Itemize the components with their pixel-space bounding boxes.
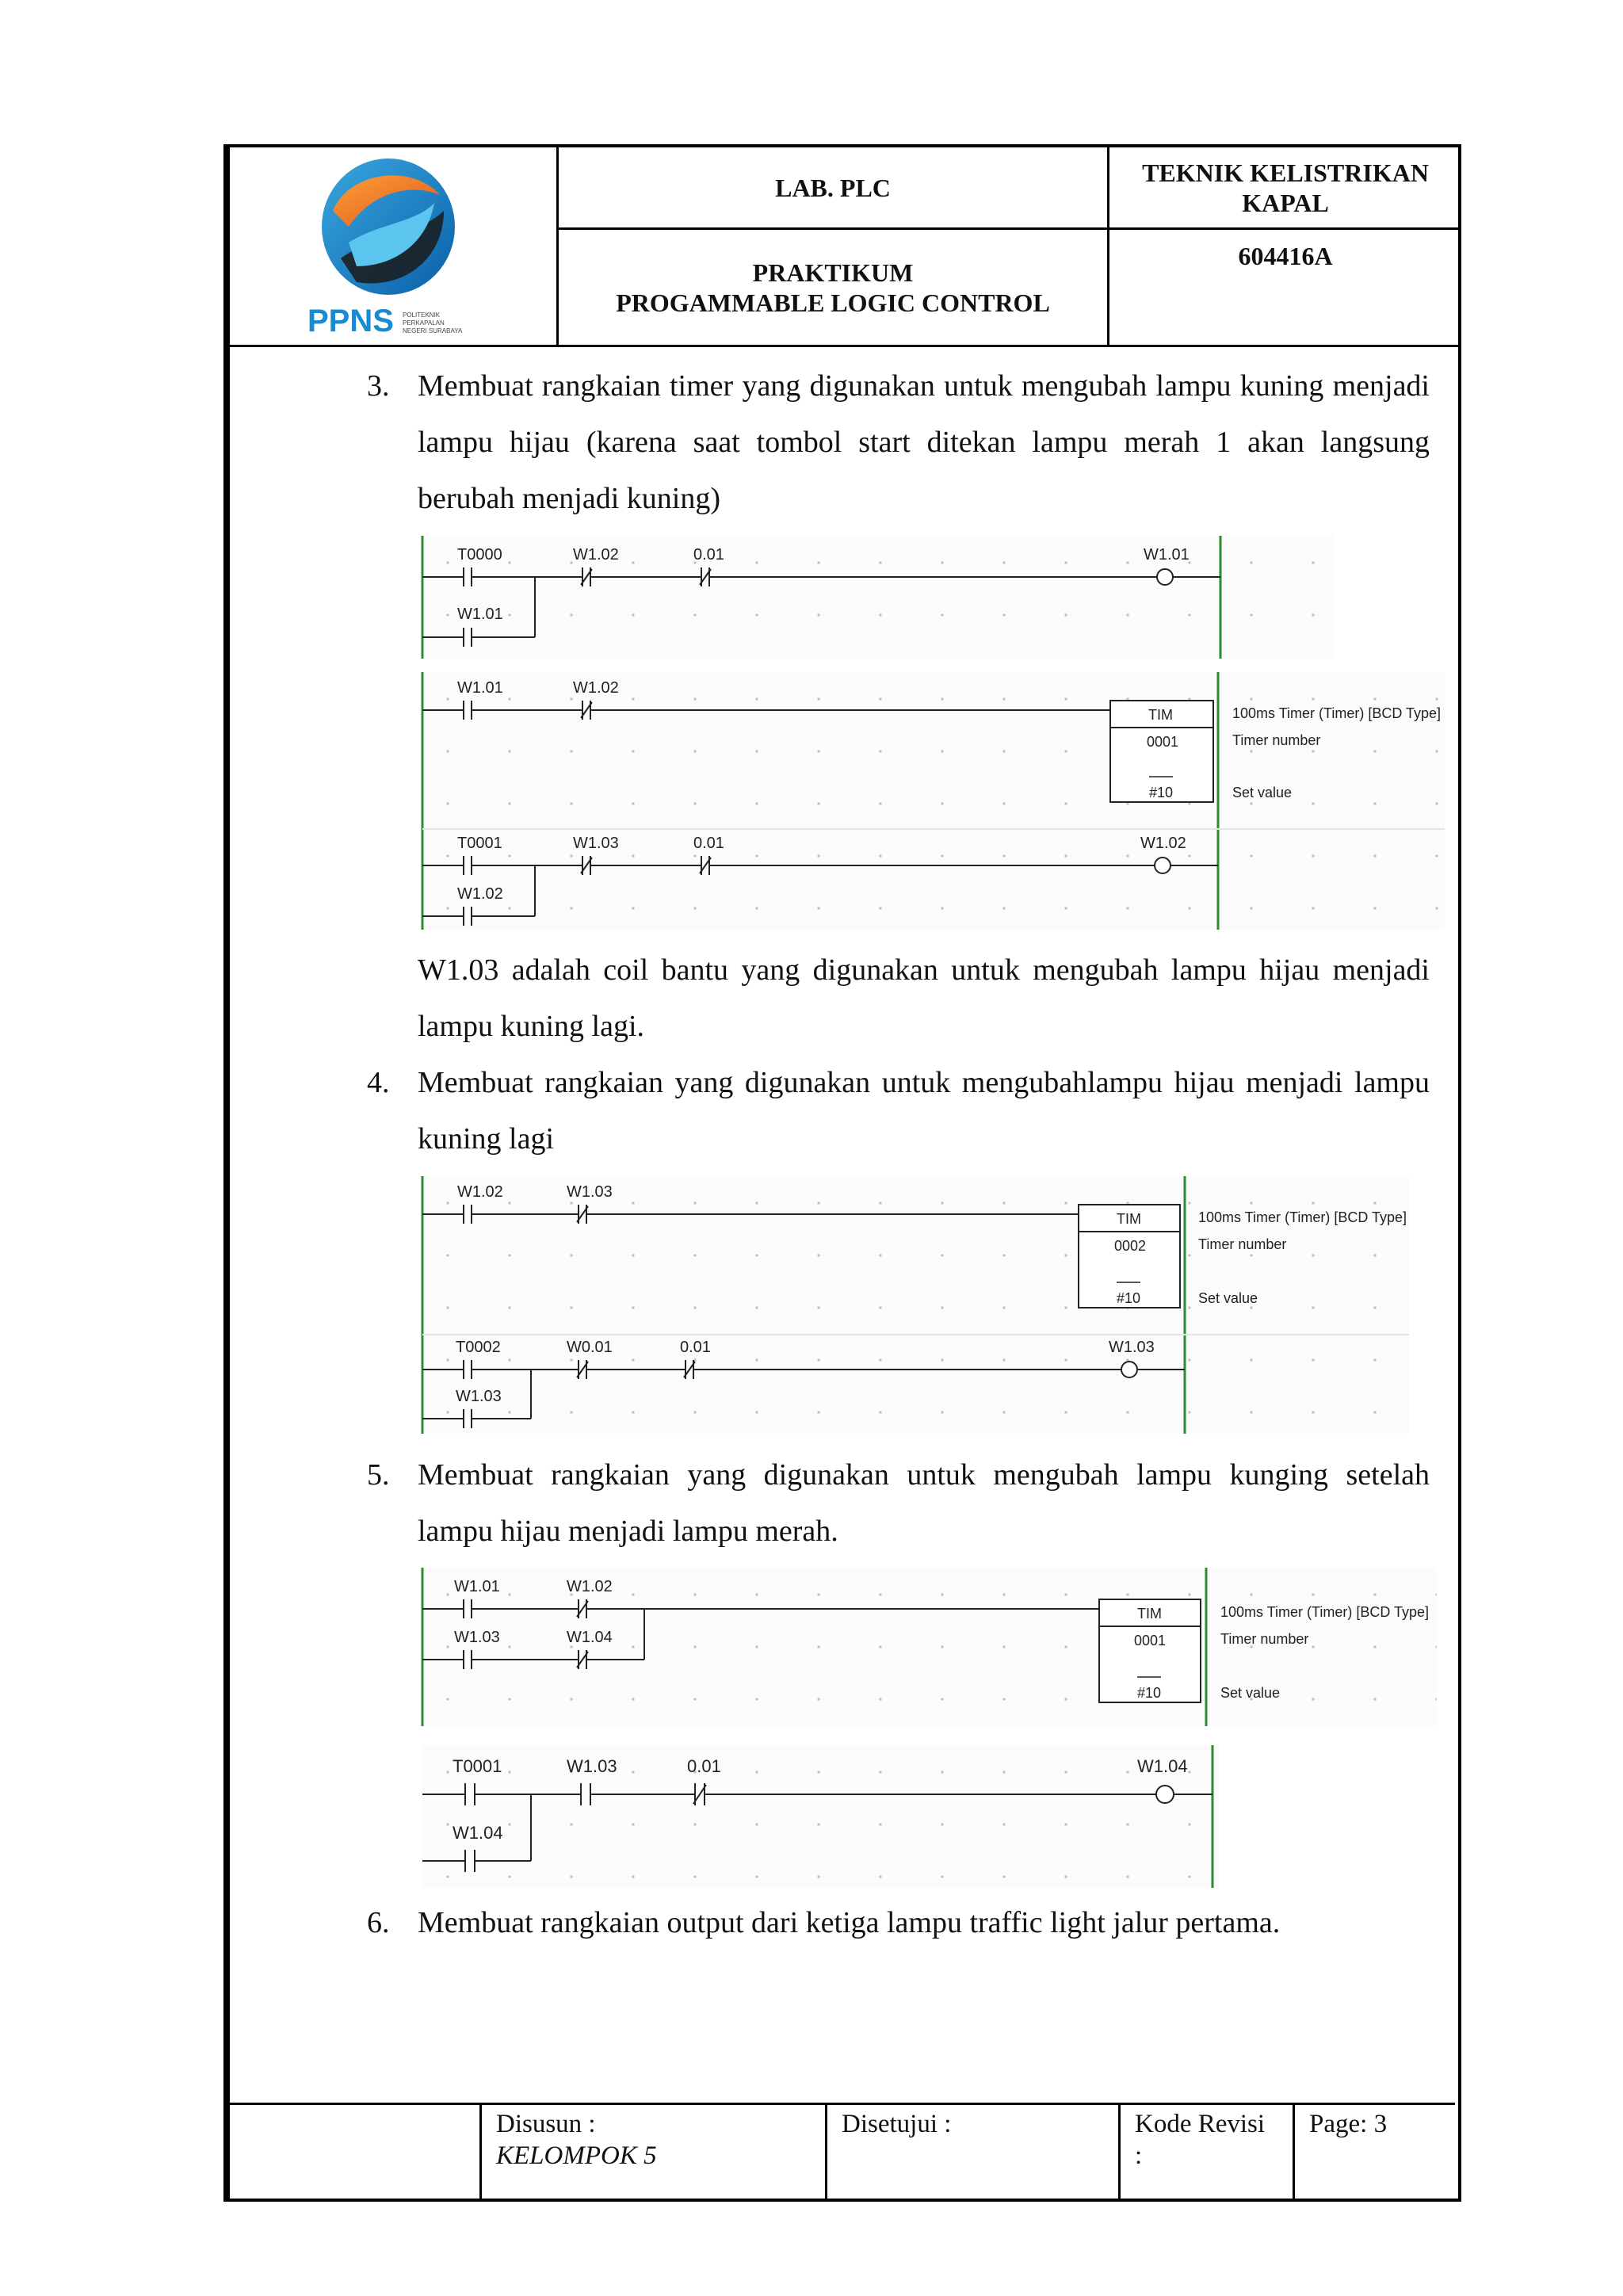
d3-contact-2: W1.03 xyxy=(573,835,619,852)
d2-timer-set: #10 xyxy=(1149,785,1174,800)
d2-timer-number: 0001 xyxy=(1147,734,1179,750)
d4-r2-contact-3: 0.01 xyxy=(680,1339,711,1356)
ladder-diagram-6 xyxy=(416,1745,1224,1892)
d5-timer-desc: 100ms Timer (Timer) [BCD Type] xyxy=(1220,1604,1430,1620)
d4-contact-2: W1.03 xyxy=(567,1183,613,1201)
d5-parallel-2: W1.04 xyxy=(567,1629,613,1646)
d5-timer-number-label: Timer number xyxy=(1220,1631,1309,1647)
header-course-cell xyxy=(559,147,1109,347)
d2-timer-desc: 100ms Timer (Timer) [BCD Type] xyxy=(1232,705,1442,721)
svg-text:POLITEKNIK: POLITEKNIK xyxy=(403,311,441,319)
d4-timer-number-label: Timer number xyxy=(1198,1236,1287,1252)
d3-contact-3: 0.01 xyxy=(693,835,724,852)
d5-contact-1: W1.01 xyxy=(454,1578,500,1595)
d4-coil: W1.03 xyxy=(1109,1339,1155,1356)
d3-contact-1: T0001 xyxy=(457,835,502,852)
footer xyxy=(230,2103,1455,2199)
svg-text:NEGERI SURABAYA: NEGERI SURABAYA xyxy=(403,327,463,334)
d4-seal: W1.03 xyxy=(456,1388,502,1405)
d4-contact-1: W1.02 xyxy=(457,1183,503,1201)
d1-contact-3: 0.01 xyxy=(693,546,724,563)
footer-kode-revisi xyxy=(1118,2105,1293,2199)
d4-set-label: Set value xyxy=(1198,1290,1258,1306)
lab-title: LAB. PLC xyxy=(559,147,1107,230)
d5-timer-type: TIM xyxy=(1137,1606,1162,1622)
step-4-text: Membuat rangkaian yang digunakan untuk mengubahlampu hijau menjadi lampu kuning lagi xyxy=(418,1066,1430,1156)
course-title xyxy=(559,230,1107,345)
course-line-1: PRAKTIKUM xyxy=(752,258,914,287)
d5-contact-2: W1.02 xyxy=(567,1578,613,1595)
d1-contact-1: T0000 xyxy=(457,546,502,563)
kode-colon: : xyxy=(1135,2141,1143,2170)
footer-disusun xyxy=(479,2105,825,2199)
d2-set-label: Set value xyxy=(1232,785,1293,800)
logo-wordmark: PPNS xyxy=(307,304,394,338)
d5-parallel-1: W1.03 xyxy=(454,1629,500,1646)
d3-coil: W1.02 xyxy=(1140,835,1186,852)
d4-timer-number: 0002 xyxy=(1114,1238,1147,1254)
d2-timer-number-label: Timer number xyxy=(1232,732,1321,748)
d2-timer-type: TIM xyxy=(1148,707,1173,723)
ladder-diagram-4 xyxy=(416,1176,1415,1438)
disetujui-label: Disetujui : xyxy=(842,2110,952,2138)
d6-contact-1: T0001 xyxy=(453,1756,502,1776)
d6-contact-3: 0.01 xyxy=(687,1756,721,1776)
d5-set-label: Set value xyxy=(1220,1685,1281,1701)
d1-contact-2: W1.02 xyxy=(573,546,619,563)
note-w103: W1.03 adalah coil bantu yang digunakan untuk mengubah lampu hijau menjadi lampu kuning lagi. xyxy=(418,953,1430,1043)
d3-seal: W1.02 xyxy=(457,885,503,903)
d5-timer-number: 0001 xyxy=(1134,1633,1167,1648)
footer-disetujui xyxy=(825,2105,1118,2199)
step-6-number: 6. xyxy=(367,1906,390,1939)
ladder-diagram-5 xyxy=(416,1568,1438,1730)
d4-r2-contact-1: T0002 xyxy=(456,1339,501,1356)
disusun-label: Disusun : xyxy=(496,2110,596,2138)
d4-timer-set: #10 xyxy=(1117,1290,1141,1306)
d1-seal: W1.01 xyxy=(457,606,503,623)
kode-label: Kode Revisi xyxy=(1135,2110,1266,2138)
step-6-text: Membuat rangkaian output dari ketiga lampu traffic light jalur pertama. xyxy=(418,1906,1281,1939)
dept-title: TEKNIK KELISTRIKAN KAPAL xyxy=(1109,147,1461,230)
d6-seal: W1.04 xyxy=(453,1823,503,1843)
step-5-text: Membuat rangkaian yang digunakan untuk mengubah lampu kunging setelah lampu hijau menjadi lampu merah. xyxy=(418,1458,1430,1548)
d4-r2-contact-2: W0.01 xyxy=(567,1339,613,1356)
d6-coil: W1.04 xyxy=(1137,1756,1188,1776)
page-number: Page: 3 xyxy=(1309,2110,1388,2138)
step-4-number: 4. xyxy=(367,1066,390,1099)
ladder-diagram-1 xyxy=(416,536,1335,663)
svg-text:PERKAPALAN: PERKAPALAN xyxy=(403,319,445,327)
header-dept-cell xyxy=(1109,147,1461,347)
d5-timer-set: #10 xyxy=(1137,1685,1162,1701)
ppns-logo xyxy=(230,147,559,347)
d2-contact-1: W1.01 xyxy=(457,679,503,697)
footer-page xyxy=(1293,2105,1455,2199)
header-logo-cell xyxy=(230,147,559,347)
d4-timer-desc: 100ms Timer (Timer) [BCD Type] xyxy=(1198,1209,1407,1225)
d4-timer-type: TIM xyxy=(1117,1211,1141,1227)
doc-code: 604416A xyxy=(1238,242,1333,270)
ladder-diagram-2 xyxy=(416,672,1450,934)
d2-contact-2: W1.02 xyxy=(573,679,619,697)
d1-coil: W1.01 xyxy=(1144,546,1190,563)
step-3-number: 3. xyxy=(367,369,390,403)
course-line-2: PROGAMMABLE LOGIC CONTROL xyxy=(616,288,1050,317)
step-5-number: 5. xyxy=(367,1458,390,1492)
d6-contact-2: W1.03 xyxy=(567,1756,617,1776)
step-3-text: Membuat rangkaian timer yang digunakan untuk mengubah lampu kuning menjadi lampu hijau (karena saat tombol start ditekan lampu merah 1 akan langsung berubah menjadi kuning) xyxy=(418,369,1430,515)
disusun-value: KELOMPOK 5 xyxy=(496,2141,657,2170)
